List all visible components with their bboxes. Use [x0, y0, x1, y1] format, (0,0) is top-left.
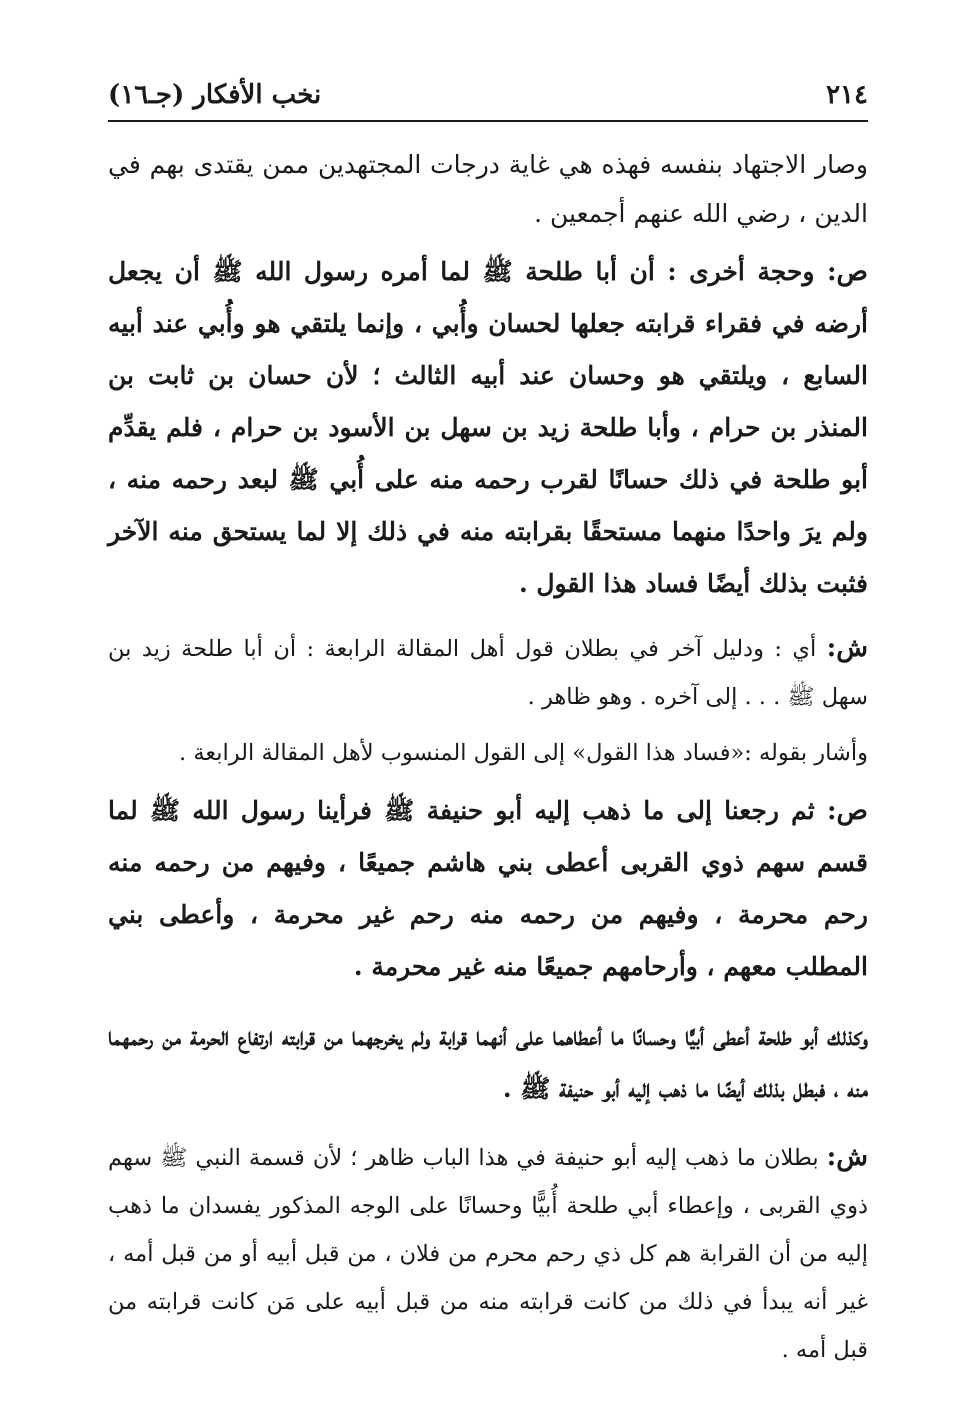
paragraph-text: ثم رجعنا إلى ما ذهب إليه أبو حنيفة ﷺ فرأينا رسول الله ﷺ لما قسم سهم ذوي القربى أعطى بني هاشم جميعًا ، وفيهم من رحمه منه رحم محرمة ، وفيهم من رحمه منه رحم غير محرمة ، وأعطى بني المطلب معهم ، وأرحامهم جميعًا منه غير محرمة .: [108, 796, 868, 981]
page-body: [108, 140, 868, 1374]
paragraph-sharh: [108, 624, 868, 721]
paragraph-sharh: [108, 1133, 868, 1374]
page-number: ٢١٤: [826, 80, 868, 110]
paragraph-matn: [108, 785, 868, 993]
paragraph: [108, 140, 868, 238]
paragraph-text: وصار الاجتهاد بنفسه فهذه هي غاية درجات المجتهدين ممن يقتدى بهم في الدين ، رضي الله عنهم أجمعين .: [108, 150, 868, 228]
paragraph-text: أي : ودليل آخر في بطلان قول أهل المقالة الرابعة : أن أبا طلحة زيد بن سهل ﷺ . . . إلى آخره . وهو ظاهر .: [108, 636, 868, 710]
matn-marker: ص:: [826, 796, 868, 826]
header-rule: [108, 120, 868, 122]
matn-marker: ص:: [826, 257, 868, 287]
paragraph-text: وأشار بقوله :«فساد هذا القول» إلى القول المنسوب لأهل المقالة الرابعة .: [179, 740, 868, 766]
paragraph-text: وحجة أخرى : أن أبا طلحة ﷺ لما أمره رسول الله ﷺ أن يجعل أرضه في فقراء قرابته جعلها لحسان وأُبي ، وإنما يلتقي هو وأُبي عند أبيه السابع ، ويلتقي هو وحسان عند أبيه الثالث ؛ لأن حسان بن ثابت بن المنذر بن حرام ، وأبا طلحة زيد بن سهل بن الأسود بن حرام ، فلم يقدِّم أبو طلحة في ذلك حسانًا لقرب رحمه منه على أُبي ﷺ لبعد رحمه منه ، ولم يرَ واحدًا منهما مستحقًا بقرابته منه في ذلك إلا لما يستحق منه الآخر فثبت بذلك أيضًا فساد هذا القول .: [108, 257, 868, 598]
page-header: [108, 72, 868, 118]
paragraph-matn: [108, 246, 868, 610]
paragraph-text: وكذلك أبو طلحة أعطى أبيًّا وحسانًا ما أعطاهما على أنهما قرابة ولم يخرجهما من قرابته ارتفاع الحرمة من رحمهما منه ، فبطل بذلك أيضًا ما ذهب إليه أبو حنيفة ﷺ .: [108, 1022, 868, 1103]
paragraph: [108, 729, 868, 777]
sharh-marker: ش:: [826, 633, 869, 663]
book-title: نخب الأفكار (جـ١٦): [108, 80, 322, 110]
paragraph-matn-continued: [108, 1011, 868, 1115]
sharh-marker: ش:: [826, 1142, 868, 1172]
paragraph-text: بطلان ما ذهب إليه أبو حنيفة في هذا الباب ظاهر ؛ لأن قسمة النبي ﷺ سهم ذوي القربى ، وإعطاء أبي طلحة أُبيًّا وحسانًا على الوجه المذكور يفسدان ما ذهب إليه من أن القرابة هم كل ذي رحم محرم من فلان ، من قبل أبيه أو من قبل أمه ، غير أنه يبدأ في ذلك من كانت قرابته منه من قبل أبيه على مَن كانت قرابته من قبل أمه .: [108, 1145, 868, 1363]
